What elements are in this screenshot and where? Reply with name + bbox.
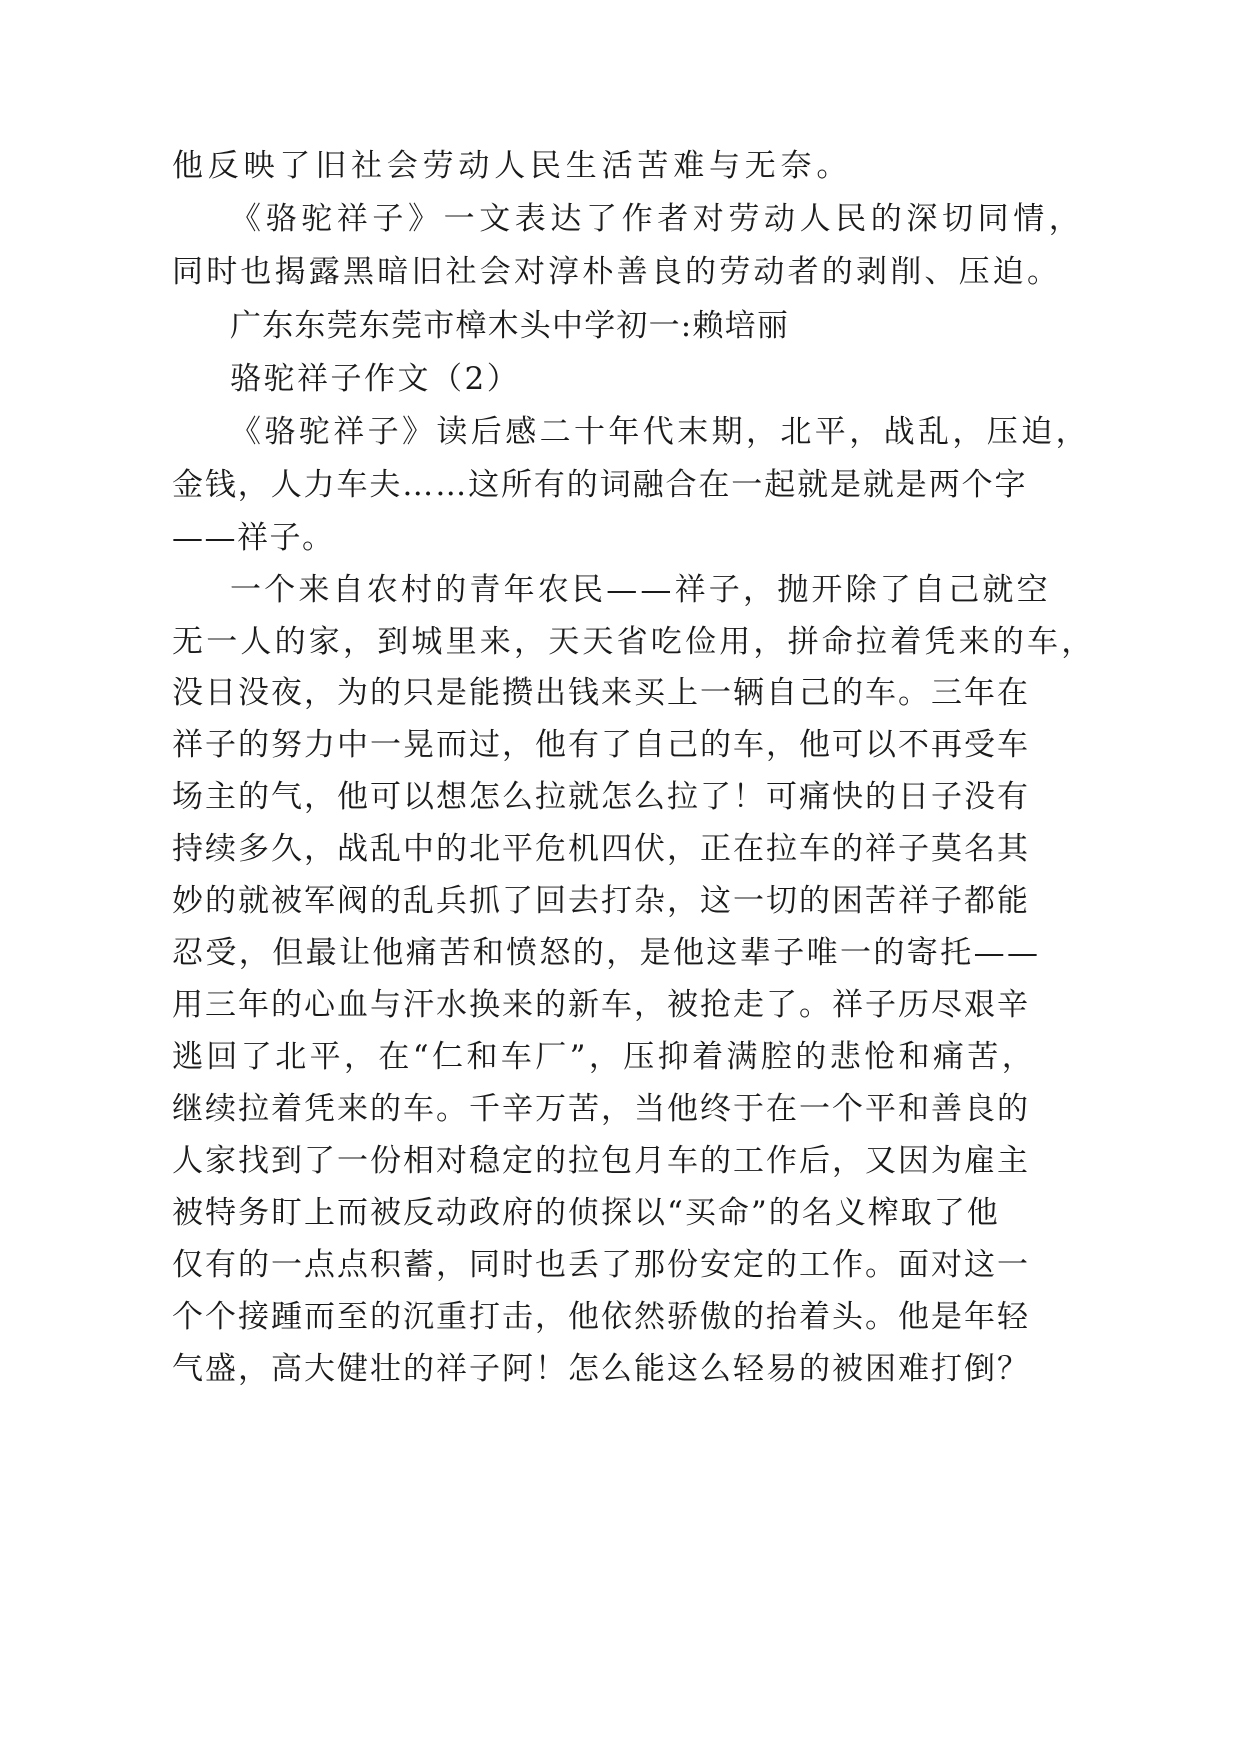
text-line: 持续多久，战乱中的北平危机四伏，正在拉车的祥子莫名其: [172, 831, 1030, 867]
text-line: 继续拉着凭来的车。千辛万苦，当他终于在一个平和善良的: [172, 1091, 1030, 1127]
text-line: 同时也揭露黑暗旧社会对淳朴善良的劳动者的剥削、压迫。: [172, 254, 1062, 290]
text-line: 《骆驼祥子》一文表达了作者对劳动人民的深切同情，: [230, 201, 1085, 237]
text-line: 场主的气，他可以想怎么拉就怎么拉了！可痛快的日子没有: [172, 779, 1030, 815]
text-line: 无一人的家，到城里来，天天省吃俭用，拼命拉着凭来的车，: [172, 624, 1096, 660]
text-line: 人家找到了一份相对稳定的拉包月车的工作后，又因为雇主: [172, 1143, 1030, 1179]
text-line: 个个接踵而至的沉重打击，他依然骄傲的抬着头。他是年轻: [172, 1299, 1030, 1335]
text-line: 被特务盯上而被反动政府的侦探以“买命”的名义榨取了他: [172, 1195, 1000, 1231]
text-line: 一个来自农村的青年农民——祥子，抛开除了自己就空: [230, 572, 1051, 608]
text-line: ——祥子。: [172, 520, 335, 556]
text-line: 祥子的努力中一晃而过，他有了自己的车，他可以不再受车: [172, 727, 1030, 763]
text-line: 金钱，人力车夫……这所有的词融合在一起就是就是两个字: [172, 467, 1028, 503]
text-line: 用三年的心血与汗水换来的新车，被抢走了。祥子历尽艰辛: [172, 987, 1030, 1023]
text-line: 逃回了北平，在“仁和车厂”，压抑着满腔的悲怆和痛苦，: [172, 1039, 1037, 1075]
section-heading: 骆驼祥子作文（2）: [230, 361, 521, 397]
text-line: 没日没夜，为的只是能攒出钱来买上一辆自己的车。三年在: [172, 675, 1030, 711]
text-line: 他反映了旧社会劳动人民生活苦难与无奈。: [172, 148, 853, 184]
text-line: 忍受，但最让他痛苦和愤怒的，是他这辈子唯一的寄托——: [172, 935, 1041, 971]
text-line: 《骆驼祥子》读后感二十年代末期，北平，战乱，压迫，: [230, 414, 1090, 450]
text-line: 气盛，高大健壮的祥子阿！怎么能这么轻易的被困难打倒？: [172, 1351, 1030, 1387]
text-line: 妙的就被军阀的乱兵抓了回去打杂，这一切的困苦祥子都能: [172, 883, 1030, 919]
text-line: 仅有的一点点积蓄，同时也丢了那份安定的工作。面对这一: [172, 1247, 1030, 1283]
text-line: 广东东莞东莞市樟木头中学初一:赖培丽: [230, 308, 790, 344]
